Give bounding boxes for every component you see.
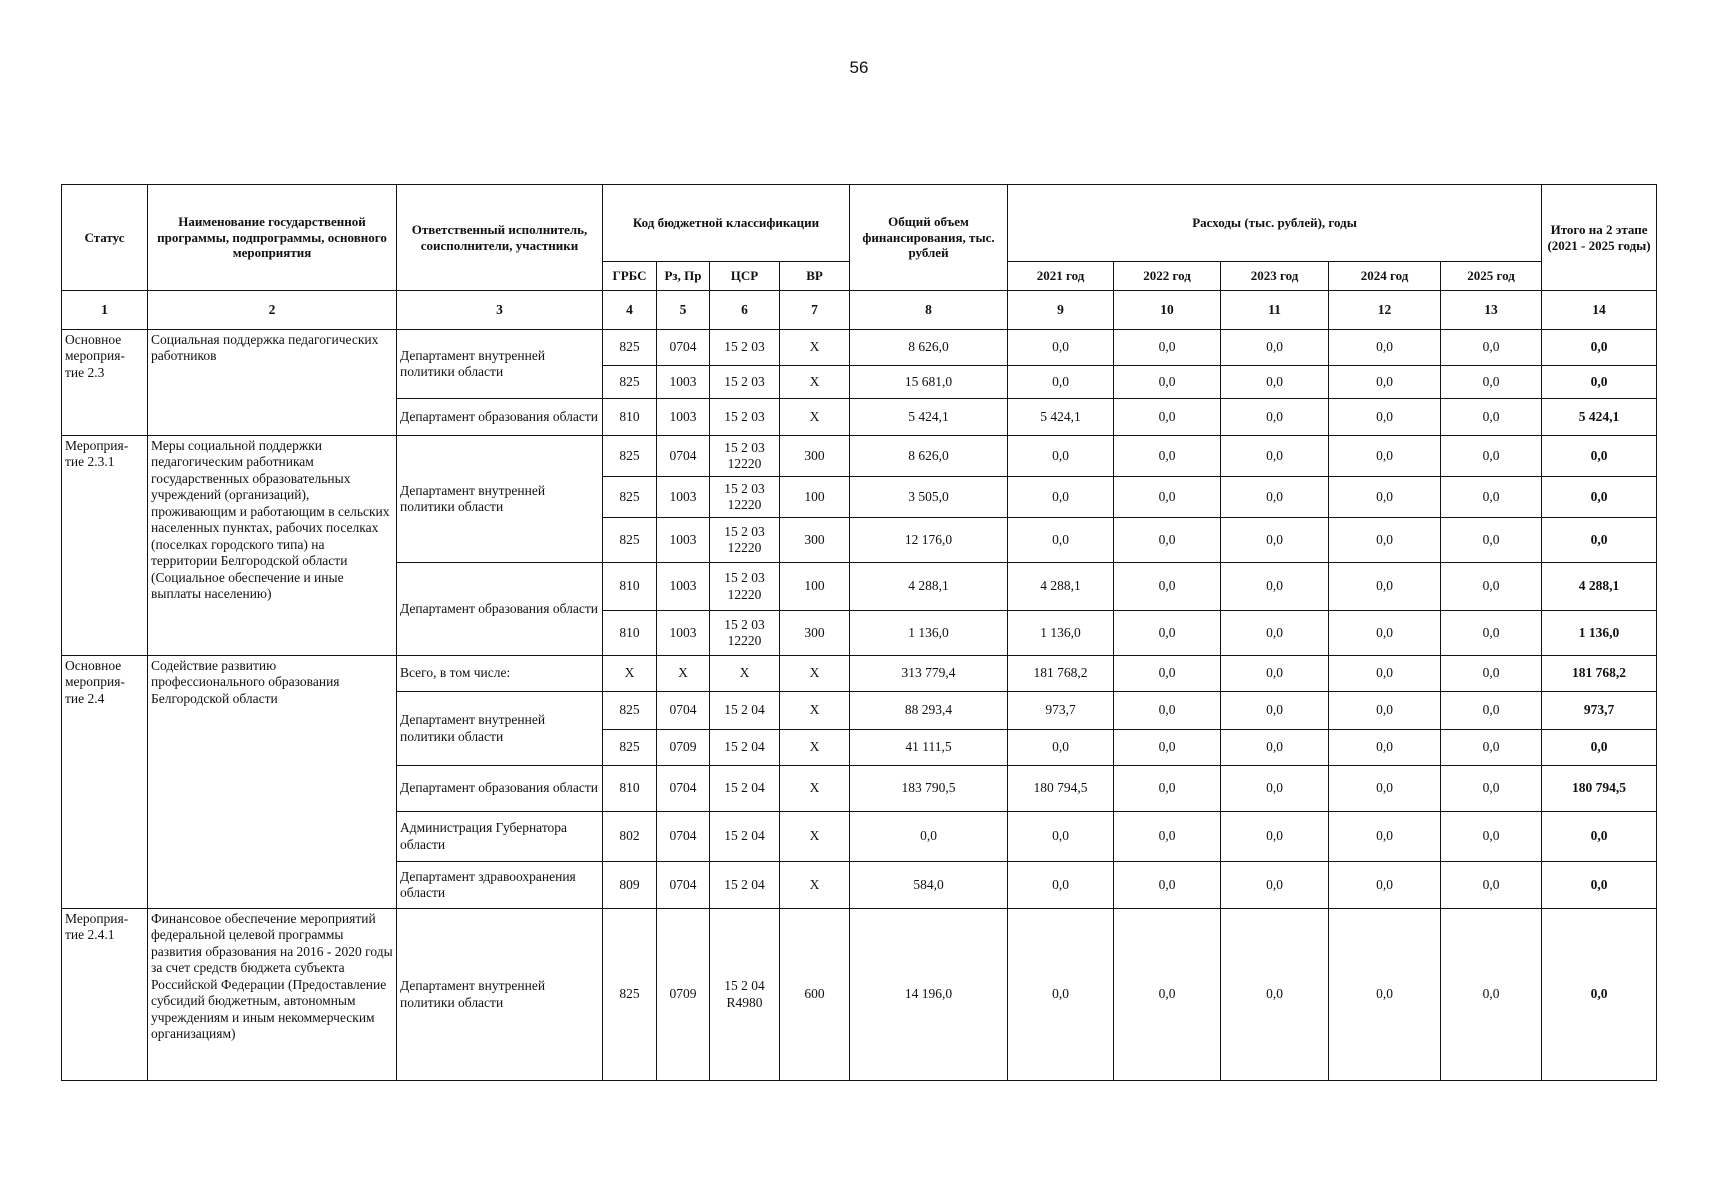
grbs-cell: 810 [603,611,657,656]
csr-cell: 15 2 03 12220 [710,477,780,518]
csr-cell: 15 2 03 [710,366,780,399]
year-2024-cell: 0,0 [1329,730,1441,766]
column-number: 6 [710,291,780,330]
header-total-volume: Общий объем финансирования, тыс. рублей [850,185,1008,291]
year-2021-cell: 0,0 [1008,909,1114,1081]
grbs-cell: 809 [603,862,657,909]
total-volume-cell: 14 196,0 [850,909,1008,1081]
year-2023-cell: 0,0 [1221,366,1329,399]
stage-total-cell: 0,0 [1542,366,1657,399]
year-2025-cell: 0,0 [1441,862,1542,909]
rzpr-cell: 1003 [657,563,710,611]
stage-total-cell: 5 424,1 [1542,399,1657,436]
year-2021-cell: 0,0 [1008,330,1114,366]
stage-total-cell: 4 288,1 [1542,563,1657,611]
year-2024-cell: 0,0 [1329,366,1441,399]
year-2024-cell: 0,0 [1329,862,1441,909]
rzpr-cell: 1003 [657,366,710,399]
total-volume-cell: 183 790,5 [850,766,1008,812]
table-row [62,656,1657,692]
year-2023-cell: 0,0 [1221,436,1329,477]
year-2022-cell: 0,0 [1114,563,1221,611]
grbs-cell: 825 [603,730,657,766]
grbs-cell: 825 [603,909,657,1081]
year-2025-cell: 0,0 [1441,730,1542,766]
executor-cell: Всего, в том числе: [397,656,603,692]
column-number: 5 [657,291,710,330]
year-2023-cell: 0,0 [1221,812,1329,862]
header-grbs: ГРБС [603,262,657,291]
vr-cell: 300 [780,611,850,656]
header-name: Наименование государственной программы, подпрограммы, основного мероприятия [148,185,397,291]
stage-total-cell: 181 768,2 [1542,656,1657,692]
column-number: 9 [1008,291,1114,330]
year-2025-cell: 0,0 [1441,812,1542,862]
grbs-cell: 825 [603,330,657,366]
csr-cell: 15 2 03 [710,330,780,366]
year-2025-cell: 0,0 [1441,692,1542,730]
vr-cell: 300 [780,518,850,563]
stage-total-cell: 0,0 [1542,812,1657,862]
header-budget-code: Код бюджетной классификации [603,185,850,262]
header-expenses: Расходы (тыс. рублей), годы [1008,185,1542,262]
status-cell: Мероприя-тие 2.3.1 [62,436,148,656]
csr-cell: 15 2 04 [710,692,780,730]
year-2021-cell: 0,0 [1008,862,1114,909]
year-2022-cell: 0,0 [1114,812,1221,862]
grbs-cell: 802 [603,812,657,862]
grbs-cell: 810 [603,563,657,611]
year-2024-cell: 0,0 [1329,692,1441,730]
year-2022-cell: 0,0 [1114,862,1221,909]
year-2025-cell: 0,0 [1441,563,1542,611]
csr-cell: 15 2 03 12220 [710,563,780,611]
total-volume-cell: 3 505,0 [850,477,1008,518]
stage-total-cell: 0,0 [1542,477,1657,518]
rzpr-cell: 0704 [657,692,710,730]
year-2021-cell: 973,7 [1008,692,1114,730]
year-2024-cell: 0,0 [1329,611,1441,656]
stage-total-cell: 1 136,0 [1542,611,1657,656]
year-2022-cell: 0,0 [1114,330,1221,366]
year-2022-cell: 0,0 [1114,766,1221,812]
rzpr-cell: Х [657,656,710,692]
header-stage-total: Итого на 2 этапе (2021 - 2025 годы) [1542,185,1657,291]
total-volume-cell: 0,0 [850,812,1008,862]
csr-cell: 15 2 04 [710,812,780,862]
column-number: 2 [148,291,397,330]
header-rzpr: Рз, Пр [657,262,710,291]
year-2023-cell: 0,0 [1221,563,1329,611]
year-2024-cell: 0,0 [1329,812,1441,862]
executor-cell: Департамент образования области [397,563,603,656]
executor-cell: Департамент внутренней политики области [397,692,603,766]
vr-cell: Х [780,399,850,436]
status-cell: Основное мероприя-тие 2.3 [62,330,148,436]
csr-cell: 15 2 03 12220 [710,518,780,563]
year-2025-cell: 0,0 [1441,436,1542,477]
year-2024-cell: 0,0 [1329,909,1441,1081]
rzpr-cell: 0704 [657,330,710,366]
vr-cell: 100 [780,477,850,518]
year-2022-cell: 0,0 [1114,477,1221,518]
rzpr-cell: 1003 [657,399,710,436]
year-2023-cell: 0,0 [1221,692,1329,730]
rzpr-cell: 1003 [657,477,710,518]
year-2022-cell: 0,0 [1114,692,1221,730]
rzpr-cell: 0704 [657,766,710,812]
vr-cell: Х [780,692,850,730]
total-volume-cell: 41 111,5 [850,730,1008,766]
header-executor: Ответственный исполнитель, соисполнители, участники [397,185,603,291]
year-2025-cell: 0,0 [1441,611,1542,656]
budget-table [61,184,1657,1081]
column-number: 10 [1114,291,1221,330]
column-number: 11 [1221,291,1329,330]
year-2023-cell: 0,0 [1221,477,1329,518]
year-2022-cell: 0,0 [1114,611,1221,656]
csr-cell: 15 2 03 12220 [710,436,780,477]
year-2021-cell: 1 136,0 [1008,611,1114,656]
year-2025-cell: 0,0 [1441,766,1542,812]
total-volume-cell: 15 681,0 [850,366,1008,399]
vr-cell: Х [780,730,850,766]
year-2022-cell: 0,0 [1114,436,1221,477]
executor-cell: Департамент образования области [397,399,603,436]
stage-total-cell: 0,0 [1542,862,1657,909]
header-year-2025: 2025 год [1441,262,1542,291]
year-2025-cell: 0,0 [1441,656,1542,692]
year-2021-cell: 0,0 [1008,436,1114,477]
total-volume-cell: 88 293,4 [850,692,1008,730]
total-volume-cell: 12 176,0 [850,518,1008,563]
vr-cell: Х [780,862,850,909]
header-vr: ВР [780,262,850,291]
vr-cell: Х [780,766,850,812]
csr-cell: 15 2 04 [710,766,780,812]
total-volume-cell: 5 424,1 [850,399,1008,436]
header-year-2021: 2021 год [1008,262,1114,291]
year-2024-cell: 0,0 [1329,436,1441,477]
stage-total-cell: 0,0 [1542,436,1657,477]
year-2023-cell: 0,0 [1221,862,1329,909]
grbs-cell: 825 [603,518,657,563]
total-volume-cell: 8 626,0 [850,330,1008,366]
page-number: 56 [849,58,869,77]
year-2023-cell: 0,0 [1221,518,1329,563]
vr-cell: 600 [780,909,850,1081]
year-2024-cell: 0,0 [1329,477,1441,518]
stage-total-cell: 180 794,5 [1542,766,1657,812]
measure-name-cell: Финансовое обеспечение мероприятий федеральной целевой программы развития образования на 2016 - 2020 годы за счет средств бюджета субъекта Российской Федерации (Предоставление субсидий бюджетным, автономным учреждениям и иным некоммерческим организациям) [148,909,397,1081]
rzpr-cell: 0709 [657,730,710,766]
year-2022-cell: 0,0 [1114,399,1221,436]
year-2024-cell: 0,0 [1329,330,1441,366]
csr-cell: 15 2 04 R4980 [710,909,780,1081]
measure-name-cell: Меры социальной поддержки педагогическим работникам государственных образовательных учреждений (организаций), проживающим и работающим в сельских населенных пунктах, рабочих поселках (поселках городского типа) на территории Белгородской области (Социальное обеспечение и иные выплаты населению) [148,436,397,656]
stage-total-cell: 0,0 [1542,330,1657,366]
year-2022-cell: 0,0 [1114,366,1221,399]
year-2023-cell: 0,0 [1221,730,1329,766]
grbs-cell: 810 [603,399,657,436]
total-volume-cell: 1 136,0 [850,611,1008,656]
grbs-cell: 825 [603,477,657,518]
year-2021-cell: 0,0 [1008,730,1114,766]
column-number: 7 [780,291,850,330]
year-2024-cell: 0,0 [1329,563,1441,611]
grbs-cell: 810 [603,766,657,812]
rzpr-cell: 1003 [657,518,710,563]
year-2025-cell: 0,0 [1441,366,1542,399]
header-status: Статус [62,185,148,291]
year-2021-cell: 5 424,1 [1008,399,1114,436]
table-row [62,436,1657,477]
header-year-2024: 2024 год [1329,262,1441,291]
column-number: 12 [1329,291,1441,330]
rzpr-cell: 0704 [657,436,710,477]
year-2023-cell: 0,0 [1221,909,1329,1081]
column-number: 13 [1441,291,1542,330]
csr-cell: 15 2 03 12220 [710,611,780,656]
year-2021-cell: 0,0 [1008,518,1114,563]
year-2024-cell: 0,0 [1329,656,1441,692]
vr-cell: 100 [780,563,850,611]
year-2022-cell: 0,0 [1114,909,1221,1081]
year-2025-cell: 0,0 [1441,399,1542,436]
executor-cell: Департамент внутренней политики области [397,330,603,399]
year-2022-cell: 0,0 [1114,656,1221,692]
csr-cell: 15 2 04 [710,730,780,766]
year-2021-cell: 180 794,5 [1008,766,1114,812]
vr-cell: Х [780,812,850,862]
csr-cell: 15 2 03 [710,399,780,436]
year-2023-cell: 0,0 [1221,656,1329,692]
year-2023-cell: 0,0 [1221,399,1329,436]
vr-cell: Х [780,366,850,399]
column-number-row [62,291,1657,330]
year-2023-cell: 0,0 [1221,330,1329,366]
year-2021-cell: 0,0 [1008,477,1114,518]
stage-total-cell: 0,0 [1542,730,1657,766]
grbs-cell: 825 [603,692,657,730]
year-2025-cell: 0,0 [1441,909,1542,1081]
column-number: 4 [603,291,657,330]
year-2021-cell: 0,0 [1008,812,1114,862]
column-number: 8 [850,291,1008,330]
year-2023-cell: 0,0 [1221,766,1329,812]
header-year-2022: 2022 год [1114,262,1221,291]
year-2024-cell: 0,0 [1329,766,1441,812]
csr-cell: 15 2 04 [710,862,780,909]
executor-cell: Департамент внутренней политики области [397,909,603,1081]
vr-cell: Х [780,330,850,366]
stage-total-cell: 0,0 [1542,518,1657,563]
column-number: 1 [62,291,148,330]
table-row [62,330,1657,366]
year-2024-cell: 0,0 [1329,518,1441,563]
year-2021-cell: 4 288,1 [1008,563,1114,611]
vr-cell: Х [780,656,850,692]
csr-cell: Х [710,656,780,692]
table-row [62,909,1657,1081]
rzpr-cell: 1003 [657,611,710,656]
year-2021-cell: 181 768,2 [1008,656,1114,692]
total-volume-cell: 313 779,4 [850,656,1008,692]
year-2024-cell: 0,0 [1329,399,1441,436]
year-2025-cell: 0,0 [1441,477,1542,518]
stage-total-cell: 973,7 [1542,692,1657,730]
total-volume-cell: 8 626,0 [850,436,1008,477]
year-2025-cell: 0,0 [1441,330,1542,366]
year-2023-cell: 0,0 [1221,611,1329,656]
executor-cell: Департамент образования области [397,766,603,812]
rzpr-cell: 0704 [657,862,710,909]
header-csr: ЦСР [710,262,780,291]
year-2022-cell: 0,0 [1114,518,1221,563]
stage-total-cell: 0,0 [1542,909,1657,1081]
year-2025-cell: 0,0 [1441,518,1542,563]
rzpr-cell: 0709 [657,909,710,1081]
executor-cell: Администрация Губернатора области [397,812,603,862]
measure-name-cell: Социальная поддержка педагогических работников [148,330,397,436]
column-number: 3 [397,291,603,330]
year-2021-cell: 0,0 [1008,366,1114,399]
executor-cell: Департамент внутренней политики области [397,436,603,563]
rzpr-cell: 0704 [657,812,710,862]
total-volume-cell: 4 288,1 [850,563,1008,611]
year-2022-cell: 0,0 [1114,730,1221,766]
executor-cell: Департамент здравоохранения области [397,862,603,909]
status-cell: Основное мероприя-тие 2.4 [62,656,148,909]
grbs-cell: 825 [603,436,657,477]
vr-cell: 300 [780,436,850,477]
status-cell: Мероприя-тие 2.4.1 [62,909,148,1081]
header-year-2023: 2023 год [1221,262,1329,291]
grbs-cell: 825 [603,366,657,399]
measure-name-cell: Содействие развитию профессионального образования Белгородской области [148,656,397,909]
grbs-cell: Х [603,656,657,692]
total-volume-cell: 584,0 [850,862,1008,909]
column-number: 14 [1542,291,1657,330]
